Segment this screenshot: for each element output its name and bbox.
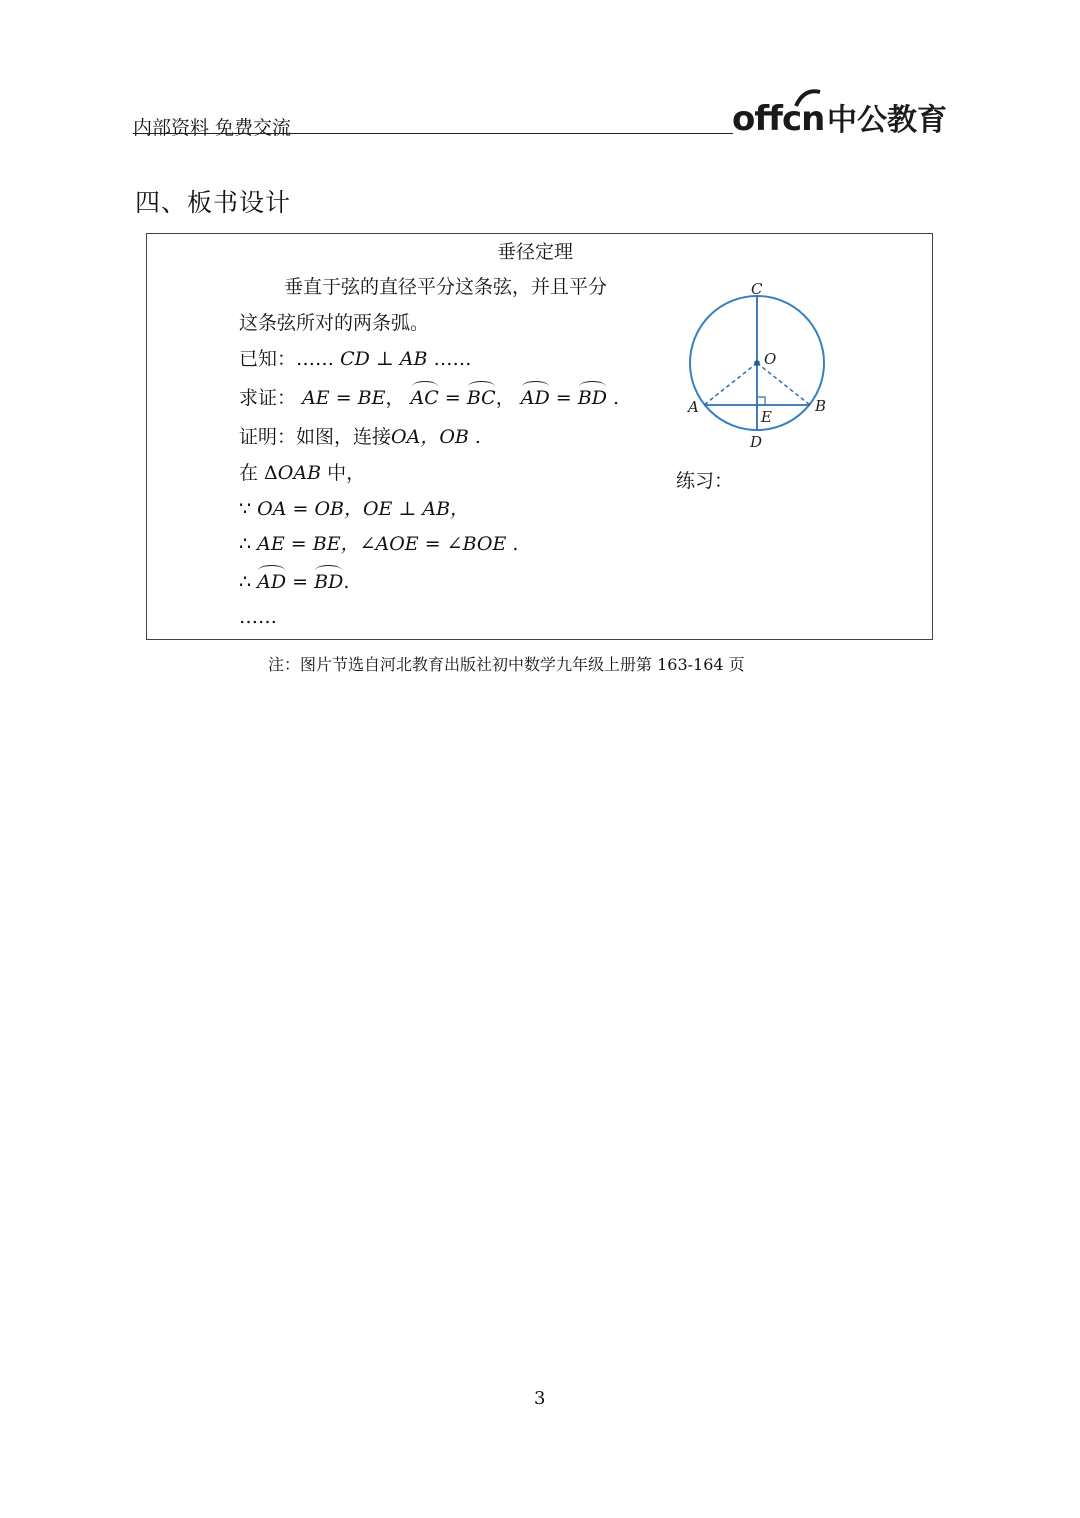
in-triangle-post: 中， [321,462,366,484]
known-dots-2: …… [433,348,472,370]
arc-ad: AD [520,387,550,409]
label-a: A [688,398,699,416]
proof-label: 证明：如图，连接 [239,426,392,448]
because-line [239,494,469,521]
known-dots-1: …… [296,348,335,370]
source-note: 注：图片节选自河北教育出版社初中数学九年级上册第 163-164 页 [268,655,745,674]
therefore-symbol-1: ∴ [239,533,252,555]
label-d: D [750,433,763,451]
label-b: B [815,397,827,415]
arc-ad-2: AD [257,571,287,593]
in-triangle-line [239,458,365,485]
section-title: 四、板书设计 [135,188,292,217]
header-left-text: 内部资料 免费交流 [133,117,292,139]
svg-text:中公教育: 中公教育 [827,103,947,138]
prove-eq: = [444,387,461,409]
in-triangle-name: OAB [277,462,322,484]
therefore-expr-1: AE = BE，∠AOE = ∠BOE . [257,533,519,555]
theorem-line-1: 垂直于弦的直径平分这条弦，并且平分 [284,276,608,298]
circle-figure [680,275,840,455]
therefore-line-2 [239,571,349,593]
theorem-line-2: 这条弦所对的两条弧。 [239,312,430,334]
prove-sep-1: ， [385,387,405,409]
known-expr: CD ⊥ AB [340,348,428,370]
in-triangle-pre: 在 Δ [239,462,278,484]
svg-text:offcn: offcn [732,99,825,139]
prove-expr-1: AE = BE [302,387,386,409]
therefore2-end: . [343,571,350,593]
prove-line [239,383,619,410]
label-e: E [761,408,772,426]
therefore2-eq: = [292,571,309,593]
arc-bd: BD [577,387,607,409]
therefore-symbol-2: ∴ [239,571,252,593]
header-divider [133,133,733,134]
because-symbol: ∵ [239,498,252,520]
arc-ac: AC [410,387,439,409]
label-o: O [764,350,777,368]
because-expr: OA = OB，OE ⊥ AB， [257,498,470,520]
arc-bc: BC [466,387,496,409]
prove-sep-2: ， [495,387,515,409]
center-point [754,360,760,366]
proof-expr: OA，OB . [391,426,481,448]
known-line [239,344,472,371]
logo-icon [732,84,962,140]
prove-end: . [612,387,620,409]
ellipsis: …… [239,606,277,628]
label-c: C [751,280,763,298]
prove-eq-2: = [555,387,572,409]
prove-label: 求证： [239,387,297,409]
therefore-line-1 [239,529,518,556]
right-angle-mark [757,397,765,405]
arc-bd-2: BD [314,571,344,593]
offcn-logo [732,84,962,140]
page-number: 3 [534,1388,546,1409]
practice-label: 练习： [676,470,734,492]
radius-oa [704,363,757,405]
proof-line [239,422,481,449]
board-title: 垂径定理 [497,241,574,263]
known-label: 已知： [239,348,297,370]
